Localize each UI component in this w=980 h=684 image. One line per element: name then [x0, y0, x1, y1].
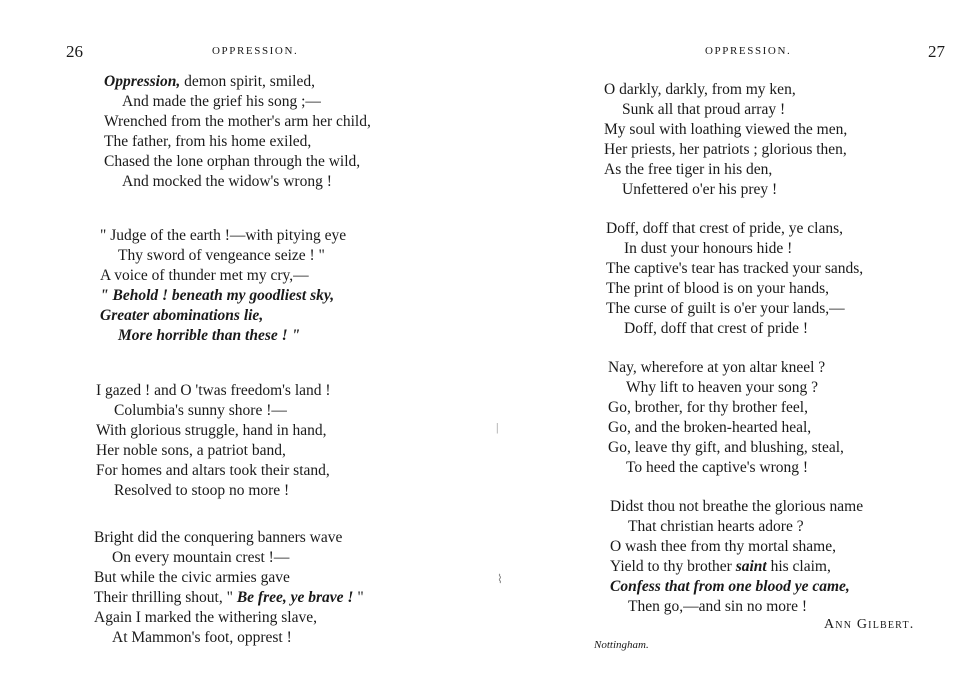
- verse-line: [610, 557, 863, 577]
- verse-text: demon spirit, smiled,: [180, 73, 315, 90]
- verse-line: Doff, doff that crest of pride !: [624, 320, 809, 337]
- place-name: Nottingham.: [594, 639, 649, 651]
- verse-line: Greater abominations lie,: [100, 307, 264, 324]
- verse-line: And made the grief his song ;—: [122, 93, 321, 110]
- verse-line: As the free tiger in his den,: [604, 161, 773, 178]
- stanza: [606, 219, 863, 339]
- verse-line: Didst thou not breathe the glorious name: [610, 498, 864, 515]
- verse-line: That christian hearts adore ?: [628, 518, 804, 535]
- verse-line: Go, leave thy gift, and blushing, steal,: [608, 439, 844, 456]
- verse-line: My soul with loathing viewed the men,: [604, 121, 848, 138]
- verse-line: Thy sword of vengeance seize ! ": [118, 247, 325, 264]
- verse-line: Confess that from one blood ye came,: [610, 578, 850, 595]
- verse-line: I gazed ! and O 'twas freedom's land !: [96, 382, 331, 399]
- verse-line: " Judge of the earth !—with pitying eye: [100, 227, 347, 244]
- verse-text: Their thrilling shout, ": [94, 589, 237, 606]
- verse-line: Go, brother, for thy brother feel,: [608, 399, 808, 416]
- emphasis: saint: [735, 558, 767, 575]
- stanza: [96, 381, 331, 501]
- running-head: OPPRESSION.: [212, 45, 299, 57]
- gutter-mark: |: [496, 420, 499, 434]
- stanza: [100, 226, 346, 346]
- verse-line: Her priests, her patriots ; glorious then,: [604, 141, 847, 158]
- right-page: [490, 0, 980, 684]
- verse-line: [104, 72, 371, 92]
- verse-line: Unfettered o'er his prey !: [622, 181, 778, 198]
- verse-line: The curse of guilt is o'er your lands,—: [606, 300, 845, 317]
- verse-line: With glorious struggle, hand in hand,: [96, 422, 327, 439]
- verse-line: Columbia's sunny shore !—: [114, 402, 287, 419]
- verse-line: Then go,—and sin no more !: [628, 598, 808, 615]
- gutter-mark: ⌇: [497, 572, 503, 586]
- page-number: 27: [928, 42, 945, 61]
- verse-line: For homes and altars took their stand,: [96, 462, 330, 479]
- verse-line: Sunk all that proud array !: [622, 101, 786, 118]
- verse-line: Her noble sons, a patriot band,: [96, 442, 286, 459]
- author-signature: Ann Gilbert.: [824, 617, 915, 632]
- verse-line: The captive's tear has tracked your sands,: [606, 260, 864, 277]
- verse-line: In dust your honours hide !: [624, 240, 793, 257]
- verse-line: The father, from his home exiled,: [104, 133, 312, 150]
- emphasis: Oppression,: [104, 73, 181, 90]
- verse-line: More horrible than these ! ": [118, 327, 301, 344]
- verse-line: Wrenched from the mother's arm her child,: [104, 113, 371, 130]
- verse-line: " Behold ! beneath my goodliest sky,: [100, 287, 335, 304]
- verse-line: Bright did the conquering banners wave: [94, 529, 343, 546]
- verse-line: The print of blood is on your hands,: [606, 280, 830, 297]
- verse-line: Chased the lone orphan through the wild,: [104, 153, 361, 170]
- verse-line: Go, and the broken-hearted heal,: [608, 419, 812, 436]
- verse-line: A voice of thunder met my cry,—: [100, 267, 309, 284]
- verse-line: O darkly, darkly, from my ken,: [604, 81, 796, 98]
- stanza: [610, 497, 863, 617]
- verse-text: ": [353, 589, 364, 606]
- stanza: [104, 72, 371, 192]
- verse-line: Doff, doff that crest of pride, ye clans,: [606, 220, 844, 237]
- verse-line: On every mountain crest !—: [112, 549, 290, 566]
- emphasis: Be free, ye brave !: [236, 589, 354, 606]
- verse-line: Again I marked the withering slave,: [94, 609, 317, 626]
- verse-line: Resolved to stoop no more !: [114, 482, 290, 499]
- verse-line: At Mammon's foot, opprest !: [112, 629, 292, 646]
- stanza: [94, 528, 364, 648]
- verse-line: But while the civic armies gave: [94, 569, 290, 586]
- stanza: [604, 80, 847, 200]
- verse-line: O wash thee from thy mortal shame,: [610, 538, 836, 555]
- stanza: [608, 358, 844, 478]
- verse-line: Nay, wherefore at yon altar kneel ?: [608, 359, 826, 376]
- running-head: OPPRESSION.: [705, 45, 792, 57]
- verse-line: Why lift to heaven your song ?: [626, 379, 818, 396]
- page-number: 26: [66, 42, 83, 61]
- verse-text: his claim,: [766, 558, 831, 575]
- verse-line: [94, 588, 364, 608]
- verse-line: And mocked the widow's wrong !: [122, 173, 332, 190]
- verse-text: Yield to thy brother: [610, 558, 736, 575]
- verse-line: To heed the captive's wrong !: [626, 459, 809, 476]
